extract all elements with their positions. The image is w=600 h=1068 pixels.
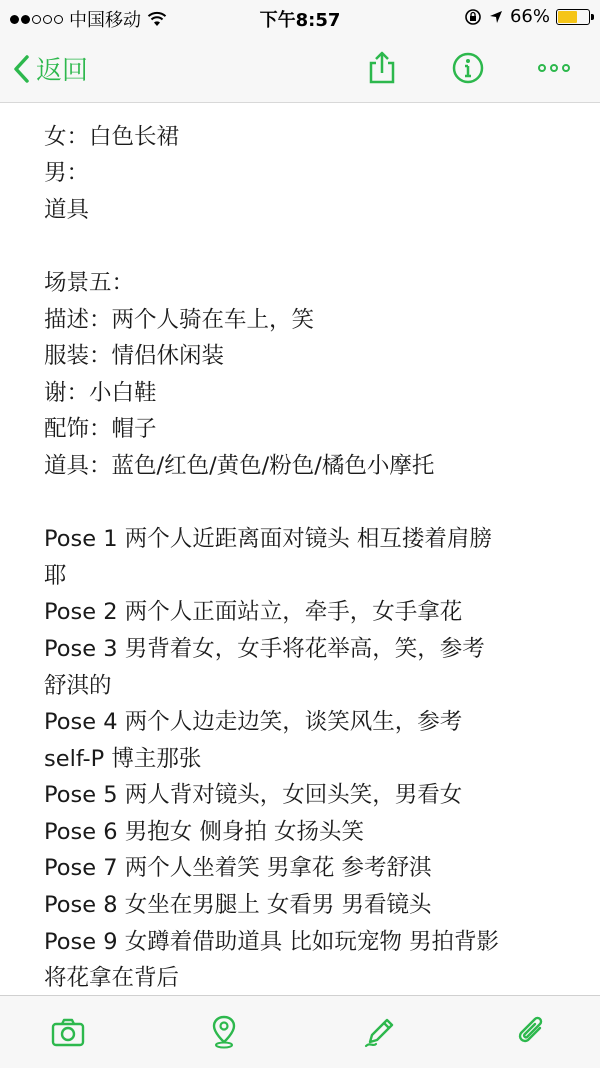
note-line: 舒淇的	[44, 672, 112, 699]
note-line: Pose 7 两个人坐着笑 男拿花 参考舒淇	[44, 855, 432, 882]
note-line	[44, 485, 584, 522]
carrier-name: 中国移动	[69, 10, 141, 31]
note-line: Pose 4 两个人边走边笑，谈笑风生，参考	[44, 709, 463, 736]
clock: 下午8:57	[259, 10, 341, 31]
back-label: 返回	[36, 56, 89, 86]
note-line: Pose 1 两个人近距离面对镜头 相互搂着肩膀	[44, 526, 492, 553]
battery-icon	[556, 9, 590, 25]
battery-percent: 66%	[509, 6, 550, 27]
note-line: Pose 6 男抱女 侧身拍 女扬头笑	[44, 818, 365, 845]
note-line: 场景五：	[44, 269, 135, 296]
rotation-lock-icon	[464, 8, 482, 26]
note-line: 服装：情侣休闲装	[44, 343, 225, 370]
note-line: 描述：两个人骑在车上，笑	[44, 306, 315, 333]
note-line: Pose 5 两人背对镜头，女回头笑，男看女	[44, 782, 463, 809]
pen-icon[interactable]	[362, 1014, 398, 1050]
note-line: Pose 2 两个人正面站立，牵手，女手拿花	[44, 599, 463, 626]
chevron-left-icon	[12, 54, 30, 84]
note-line: 配饰：帽子	[44, 416, 157, 443]
note-line: self-P 博主那张	[44, 745, 202, 772]
note-line-cut-off	[44, 82, 584, 119]
location-arrow-icon	[488, 9, 504, 25]
note-line: Pose 9 女蹲着借助道具 比如玩宠物 男拍背影	[44, 928, 500, 955]
battery-level-fill	[558, 11, 577, 23]
more-icon[interactable]	[536, 50, 572, 86]
status-right	[464, 6, 590, 27]
note-line: 道具	[44, 196, 90, 223]
camera-icon[interactable]	[50, 1014, 86, 1050]
note-body[interactable]	[44, 82, 584, 994]
note-line: 耶	[44, 562, 67, 589]
share-icon[interactable]	[364, 50, 400, 86]
note-line: Pose 3 男背着女，女手将花举高，笑，参考	[44, 635, 485, 662]
note-line: 谢：小白鞋	[44, 379, 157, 406]
note-line: 女：白色长裙	[44, 123, 180, 150]
location-pin-icon[interactable]	[206, 1014, 242, 1050]
status-bar	[0, 0, 600, 36]
info-icon[interactable]	[450, 50, 486, 86]
note-line: 道具：蓝色/红色/黄色/粉色/橘色小摩托	[44, 452, 435, 479]
bottom-toolbar	[0, 995, 600, 1068]
note-line: 将花拿在背后	[44, 965, 180, 992]
note-line: 男：	[44, 160, 90, 187]
note-line: Pose 8 女坐在男腿上 女看男 男看镜头	[44, 892, 432, 919]
paperclip-icon[interactable]	[514, 1014, 550, 1050]
note-line	[44, 228, 584, 265]
